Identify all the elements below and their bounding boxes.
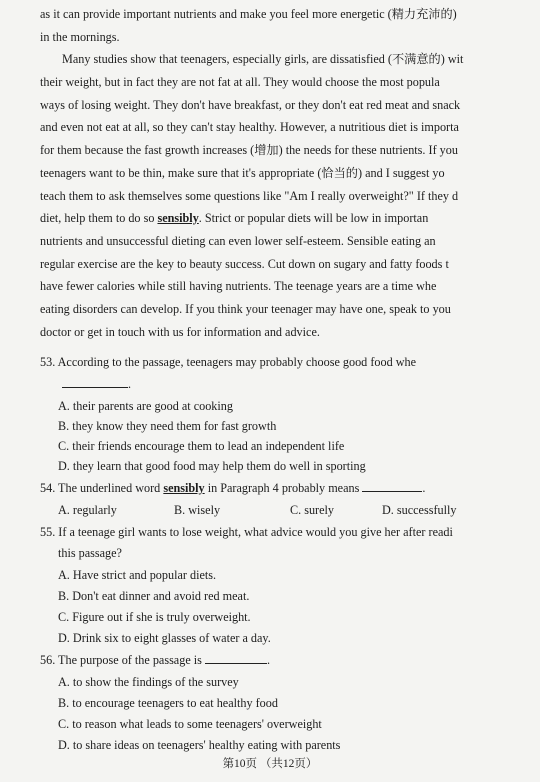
q56-option-a: A. to show the findings of the survey [58, 675, 239, 689]
q53-option-c: C. their friends encourage them to lead an independent life [58, 439, 345, 453]
question-56-stem: 56. The purpose of the passage is . [40, 653, 270, 667]
underlined-word: sensibly [163, 481, 205, 495]
passage-line: have fewer calories while still having nutrients. The teenage years are a time whe [40, 279, 437, 293]
page-number-footer: 第10页 （共12页） [222, 758, 318, 770]
q56-option-b: B. to encourage teenagers to eat healthy food [58, 696, 278, 710]
q53-option-d: D. they learn that good food may help them do well in sporting [58, 459, 366, 473]
passage-line: in the mornings. [40, 30, 120, 44]
question-54-stem: 54. The underlined word sensibly in Paragraph 4 probably means . [40, 481, 426, 495]
q54-option-d: D. successfully [382, 503, 457, 517]
question-55-stem-cont: this passage? [58, 546, 122, 560]
passage-line: for them because the fast growth increases (增加) the needs for these nutrients. If you [40, 143, 458, 157]
q55-option-d: D. Drink six to eight glasses of water a day. [58, 631, 271, 645]
q56-option-c: C. to reason what leads to some teenagers' overweight [58, 717, 322, 731]
q54-option-c: C. surely [290, 503, 335, 517]
passage-line [40, 210, 540, 227]
q56-option-d: D. to share ideas on teenagers' healthy eating with parents [58, 738, 341, 752]
q54-option-b: B. wisely [174, 503, 221, 517]
q54-option-a: A. regularly [58, 503, 117, 517]
underlined-word: sensibly [157, 211, 199, 225]
q53-option-a: A. their parents are good at cooking [58, 399, 233, 413]
passage-line: their weight, but in fact they are not fat at all. They would choose the most popula [40, 75, 440, 89]
passage-text: diet, help them to do so [40, 211, 155, 225]
q55-option-b: B. Don't eat dinner and avoid red meat. [58, 589, 250, 603]
passage-line: Many studies show that teenagers, especially girls, are dissatisfied (不满意的) wit [62, 52, 464, 66]
passage-line: regular exercise are the key to beauty success. Cut down on sugary and fatty foods t [40, 257, 449, 271]
passage-line: eating disorders can develop. If you think your teenager may have one, speak to you [40, 302, 451, 316]
passage-line: teach them to ask themselves some questions like "Am I really overweight?" If they d [40, 189, 459, 203]
question-53-stem: 53. According to the passage, teenagers may probably choose good food whe [40, 355, 417, 369]
passage-line: nutrients and unsuccessful dieting can even lower self-esteem. Sensible eating an [40, 234, 436, 248]
passage-text: . Strict or popular diets will be low in importan [198, 211, 429, 225]
passage-line: and even not eat at all, so they can't stay healthy. However, a nutritious diet is importa [40, 120, 459, 134]
q55-option-a: A. Have strict and popular diets. [58, 568, 217, 582]
passage-line: doctor or get in touch with us for information and advice. [40, 325, 320, 339]
passage-line: ways of losing weight. They don't have breakfast, or they don't eat red meat and snack [40, 98, 461, 112]
q55-option-c: C. Figure out if she is truly overweight. [58, 610, 251, 624]
passage-line: teenagers want to be thin, make sure that it's appropriate (恰当的) and I suggest yo [40, 166, 445, 180]
passage-line: as it can provide important nutrients and make you feel more energetic (精力充沛的) [40, 7, 457, 21]
answer-blank: . [62, 376, 142, 393]
q53-option-b: B. they know they need them for fast growth [58, 419, 277, 433]
question-55-stem: 55. If a teenage girl wants to lose weight, what advice would you give her after readi [40, 525, 453, 539]
